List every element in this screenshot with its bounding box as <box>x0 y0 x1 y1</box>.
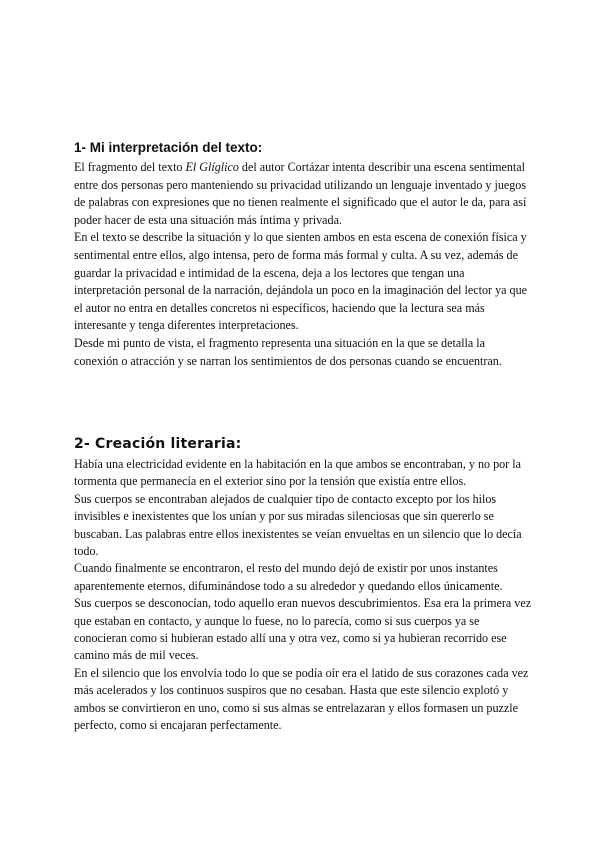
paragraph-text: El fragmento del texto <box>74 160 186 174</box>
section-heading-interpretation: 1- Mi interpretación del texto: <box>74 140 263 155</box>
paragraph <box>74 159 532 229</box>
paragraph: Cuando finalmente se encontraron, el resto del mundo dejó de existir por unos instantes aparentemente eternos, difuminándose todo a su alrededor y quedando ellos únicamente. <box>74 561 503 593</box>
paragraph: Sus cuerpos se desconocían, todo aquello eran nuevos descubrimientos. Esa era la primera vez que estaban en contacto, y aunque lo fuese, no lo parecía, como si sus cuerpos ya se conocieran como si hubieran estado allí una y otra vez, como si ya hubieran recorrido ese camino más de mil veces. <box>74 596 532 663</box>
paragraph: En el texto se describe la situación y lo que sienten ambos en esta escena de conexión física y sentimental entre ellos, algo intensa, pero de forma más formal y culta. A su vez, además de guardar la privacidad e intimidad de la escena, deja a los lectores que tengan una interpretación personal de la narración, dejándola un poco en la imaginación del lector ya que el autor no entra en detalles concretos ni específicos, haciendo que la lectura sea más interesante y tenga diferentes interpretaciones. <box>74 230 527 333</box>
work-title: El Glíglico <box>185 160 239 174</box>
interpretation-section <box>74 140 532 370</box>
paragraph: Sus cuerpos se encontraban alejados de cualquier tipo de contacto excepto por los hilos invisibles e inexistentes que los unían y por sus miradas silenciosas que sin quererlo se buscaban. Las palabras entre ellos inexistentes se veían envueltas en un silencio que lo decía todo. <box>74 491 522 559</box>
paragraph: En el silencio que los envolvía todo lo que se podía oír era el latido de sus corazones cada vez más acelerados y los continuos suspiros que no cesaban. Hasta que este silencio explotó y ambos se convirtieron en uno, como si sus almas se entrelazaran y ellos formasen un puzzle perfecto, como si encajaran perfectamente. <box>74 665 529 733</box>
paragraph: Había una electricidad evidente en la habitación en la que ambos se encontraban, y no por la tormenta que permanecía en el exterior sino por la tensión que existía entre ellos. <box>74 457 521 489</box>
paragraph: Desde mi punto de vista, el fragmento representa una situación en la que se detalla la conexión o atracción y se narran los sentimientos de dos personas cuando se encuentran. <box>74 335 502 368</box>
section-heading-creative-writing: 2- Creación literaria: <box>74 436 242 452</box>
paragraph-text: del autor Cortázar intenta describir una escena sentimental entre dos personas pero manteniendo su privacidad utilizando un lenguaje inventado y juegos de palabras con expresiones que no tienen realmente el significado que el autor le da, para así poder hacer de esta una situación más íntima y privada. <box>74 160 527 227</box>
creative-writing-section <box>74 435 532 735</box>
